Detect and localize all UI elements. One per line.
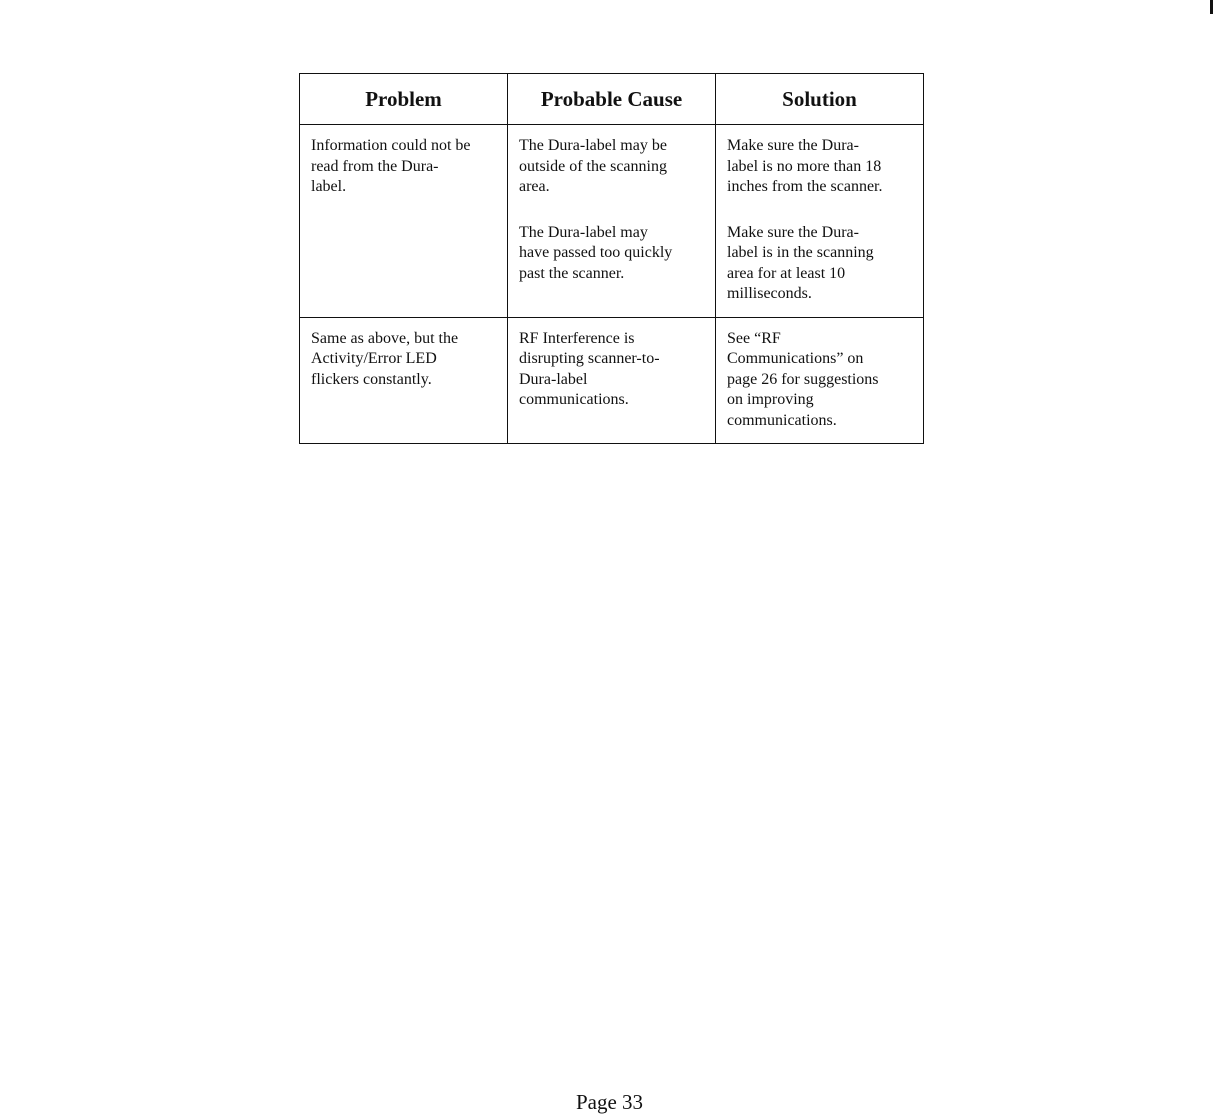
troubleshooting-table: [299, 73, 924, 444]
problem-cell: [300, 125, 508, 318]
cause-cell: [508, 317, 716, 444]
problem-cell: [300, 317, 508, 444]
cause-text: The Dura-label may be outside of the scanning area.: [519, 137, 667, 195]
solution-text: See “RF Communications” on page 26 for suggestions on improving communications.: [727, 329, 879, 429]
problem-text: Information could not be read from the Dura- label.: [311, 137, 471, 195]
solution-text: Make sure the Dura- label is in the scanning area for at least 10 milliseconds.: [727, 223, 874, 302]
table-row: [300, 125, 924, 318]
solution-text: Make sure the Dura- label is no more than 18 inches from the scanner.: [727, 137, 883, 195]
header-problem: Problem: [300, 74, 508, 125]
solution-cell: [716, 317, 924, 444]
cause-text: The Dura-label may have passed too quickly past the scanner.: [519, 223, 673, 282]
header-probable-cause: Probable Cause: [508, 74, 716, 125]
header-solution: Solution: [716, 74, 924, 125]
solution-cell: [716, 125, 924, 318]
table-row: [300, 317, 924, 444]
cause-text: RF Interference is disrupting scanner-to- Dura-label communications.: [519, 329, 660, 408]
scan-edge-mark: [1210, 0, 1213, 14]
cause-cell: [508, 125, 716, 318]
page-number: Page 33: [575, 1090, 644, 1114]
problem-text: Same as above, but the Activity/Error LED flickers constantly.: [311, 329, 459, 388]
table-header-row: [300, 74, 924, 125]
